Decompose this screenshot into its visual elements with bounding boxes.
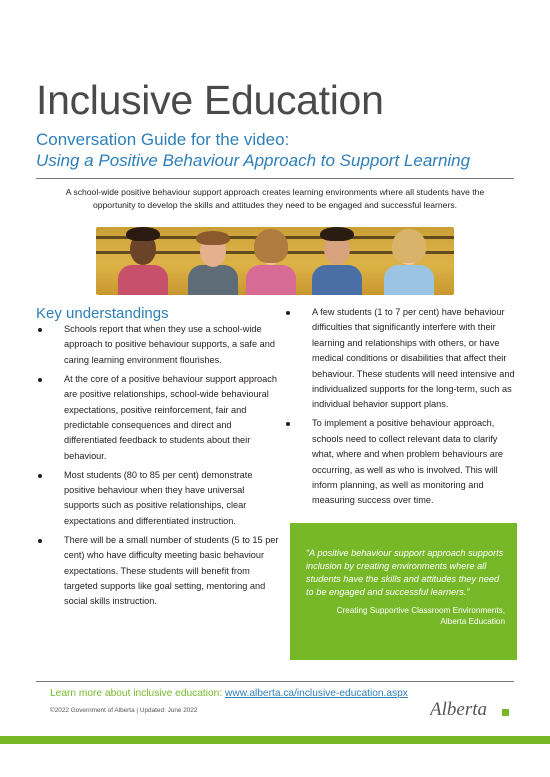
svg-text:Alberta: Alberta	[430, 699, 487, 720]
bullet-icon	[38, 378, 42, 382]
list-item-text: A few students (1 to 7 per cent) have behaviour difficulties that significantly interfere with their learning and relationships with others, or have medical conditions or disabilities that affect their behaviour. These students will need intensive and individualized supports for the long-term, such as individual behavior support plans.	[312, 307, 515, 410]
list-item-text: To implement a positive behaviour approach, schools need to collect relevant data to clarify what, where and when problem behaviours are occurring, as well as who is involved. This will inform planning, as well as monitoring and measuring success over time.	[312, 418, 504, 506]
bullet-icon	[38, 474, 42, 478]
bullet-icon	[286, 311, 290, 315]
learn-more-label: Learn more about inclusive education:	[50, 688, 225, 699]
list-item	[36, 372, 280, 464]
key-understandings-heading: Key understandings	[36, 305, 169, 322]
quote-source-org: Alberta Education	[440, 617, 505, 626]
footer-divider	[36, 681, 514, 682]
alberta-logo-icon	[430, 697, 514, 721]
list-item-text: Most students (80 to 85 per cent) demonstrate positive behaviour when they have universal supports such as positive relationships, clear expectations and differentiated instruction.	[64, 469, 253, 526]
header-divider	[36, 178, 514, 179]
intro-text: A school-wide positive behaviour support approach creates learning environments where all students have the opportunity to develop the skills and attitudes they need to be engaged and successful learners.	[65, 187, 485, 210]
list-item	[284, 305, 518, 413]
quote-source-title: Creating Supportive Classroom Environments,	[336, 606, 505, 615]
page-title: Inclusive Education	[36, 77, 384, 123]
footer-accent-bar	[0, 736, 550, 744]
list-item-text: There will be a small number of students (5 to 15 per cent) who have difficulty meeting basic behaviour expectations. These students will benefit from targeted supports like goal setting, mentoring and social skills instruction.	[64, 534, 279, 607]
bullet-icon	[38, 539, 42, 543]
learn-more-line	[50, 688, 408, 699]
key-understandings-right-list	[284, 305, 518, 512]
subtitle-line-2: Using a Positive Behaviour Approach to Support Learning	[36, 151, 471, 170]
bullet-icon	[286, 422, 290, 426]
inclusive-education-link[interactable]: www.alberta.ca/inclusive-education.aspx	[225, 688, 408, 699]
quote-text: “A positive behaviour support approach supports inclusion by creating environments where all students have the skills and attitudes they need to be engaged and successful learners.”	[306, 548, 504, 597]
copyright-text: ©2022 Government of Alberta | Updated: June 2022	[50, 707, 198, 714]
students-photo	[96, 227, 454, 295]
list-item	[36, 322, 280, 368]
list-item	[36, 468, 280, 530]
quote-callout	[290, 523, 517, 660]
key-understandings-left-list	[36, 322, 280, 613]
list-item	[36, 533, 280, 610]
list-item-text: At the core of a positive behaviour support approach are positive relationships, school-wide behavioural expectations, positive reinforcement, fair and predictable consequences and direct and differentiated feedback to students about their behaviour.	[64, 373, 277, 461]
subtitle-line-1: Conversation Guide for the video:	[36, 130, 290, 149]
list-item-text: Schools report that when they use a school-wide approach to positive behaviour supports, a safe and caring learning environment flourishes.	[64, 324, 275, 365]
list-item	[284, 416, 518, 508]
bullet-icon	[38, 328, 42, 332]
